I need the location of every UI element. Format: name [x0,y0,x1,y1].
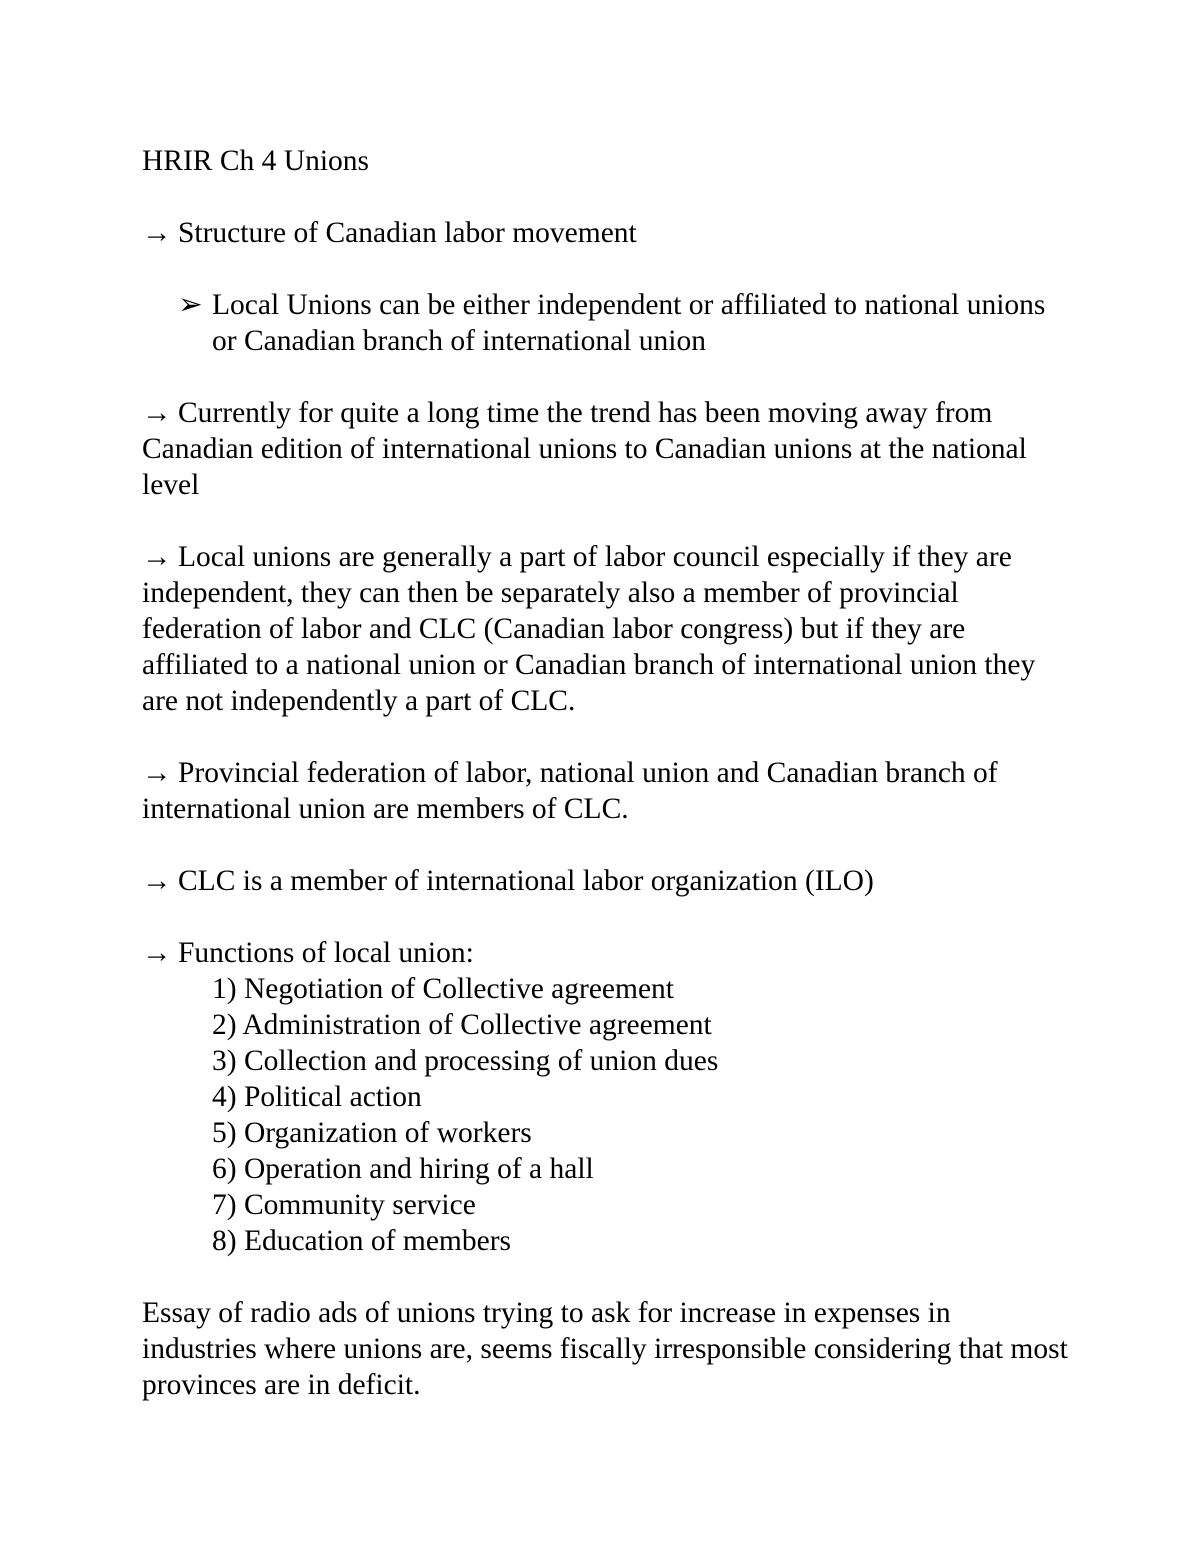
point-trend-text: Currently for quite a long time the trend has been moving away from Canadian edition of international unions to Canadian unions at the national level [142,397,1027,501]
functions-heading: Functions of local union: [178,937,474,969]
list-item: 4) Political action [212,1081,422,1113]
point-labor-council [142,539,1072,719]
point-labor-council-text: Local unions are generally a part of labor council especially if they are independent, they can then be separately also a member of provincial federation of labor and CLC (Canadian labor congress) but if they are affiliated to a national union or Canadian branch of international union they are not independently a part of CLC. [142,541,1036,717]
right-arrow-icon: → [142,397,172,429]
right-arrow-icon: → [142,217,172,249]
list-item: 6) Operation and hiring of a hall [212,1153,594,1185]
point-ilo [142,863,1072,899]
right-arrow-icon: → [142,865,172,897]
right-arrow-icon: → [142,541,172,573]
point-trend [142,395,1072,503]
point-clc-members-text: Provincial federation of labor, national union and Canadian branch of international union are members of CLC. [142,757,998,825]
list-item: 7) Community service [212,1189,476,1221]
right-arrow-icon: → [142,937,172,969]
right-arrow-icon: → [142,757,172,789]
document-body [142,143,1072,1403]
structure-heading: Structure of Canadian labor movement [178,217,637,249]
list-item: 1) Negotiation of Collective agreement [212,973,675,1005]
point-ilo-text: CLC is a member of international labor organization (ILO) [178,865,874,897]
functions-heading-line [142,935,1072,971]
list-item: 2) Administration of Collective agreement [212,1009,712,1041]
document-title: HRIR Ch 4 Unions [142,145,370,177]
list-item: 3) Collection and processing of union dues [212,1045,719,1077]
point-clc-members [142,755,1072,827]
list-item: 8) Education of members [212,1225,512,1257]
sub-point [178,287,1072,359]
arrowhead-bullet-icon: ➢ [178,289,203,321]
structure-heading-line [142,215,1072,251]
closing-note: Essay of radio ads of unions trying to ask for increase in expenses in industries where unions are, seems fiscally irresponsible considering that most provinces are in deficit. [142,1297,1068,1401]
functions-list [142,971,1072,1259]
sub-point-text: Local Unions can be either independent or affiliated to national unions or Canadian branch of international union [212,289,1046,357]
list-item: 5) Organization of workers [212,1117,532,1149]
